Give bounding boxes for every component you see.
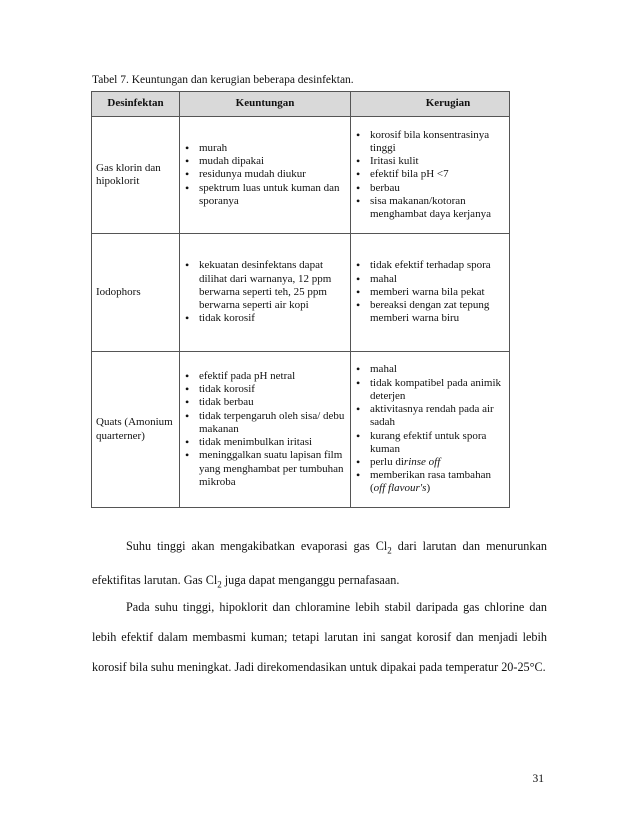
table-row — [92, 234, 510, 352]
list-item: • tidak efektif terhadap spora — [354, 259, 506, 272]
list-item: • Iritasi kulit — [354, 155, 506, 168]
paragraph: Pada suhu tinggi, hipoklorit dan chloramine lebih stabil daripada gas chlorine dan lebih efektif dalam membasmi kuman; tetapi larutan ini sangat korosif dan menjadi lebih korosif bila suhu meningkat. Jadi direkomendasikan untuk dipakai pada temperatur 20-25°C. — [92, 600, 547, 674]
list-item: • kurang efektif untuk spora kuman — [354, 430, 506, 456]
row-name: Quats (Amonium quarterner) — [92, 352, 180, 508]
advantages-cell — [180, 234, 351, 352]
list-item: • tidak korosif — [183, 312, 347, 325]
list-item: • tidak terpengaruh oleh sisa/ debu makanan — [183, 410, 347, 436]
list-item: • tidak kompatibel pada animik deterjen — [354, 377, 506, 403]
list-item: • residunya mudah diukur — [183, 168, 347, 181]
disadvantages-cell — [351, 352, 510, 508]
header-kerugian: Kerugian — [351, 92, 510, 117]
disinfectant-table — [91, 91, 510, 508]
list-item: • efektif pada pH netral — [183, 370, 347, 383]
row-name: Gas klorin dan hipoklorit — [92, 117, 180, 234]
table-caption: Tabel 7. Keuntungan dan kerugian beberapa desinfektan. — [92, 74, 354, 86]
list-item: • berbau — [354, 182, 506, 195]
advantages-cell — [180, 117, 351, 234]
disadvantages-cell — [351, 234, 510, 352]
list-item: • mahal — [354, 363, 506, 376]
list-item: • efektif bila pH <7 — [354, 168, 506, 181]
page-number: 31 — [532, 773, 544, 785]
list-item: • perlu dirinse off — [354, 456, 506, 469]
header-keuntungan: Keuntungan — [180, 92, 351, 117]
list-item: • meninggalkan suatu lapisan film yang menghambat per tumbuhan mikroba — [183, 449, 347, 489]
table-row — [92, 117, 510, 234]
list-item: • aktivitasnya rendah pada air sadah — [354, 403, 506, 429]
list-item: • kekuatan desinfektans dapat dilihat dari warnanya, 12 ppm berwarna seperti teh, 25 ppm berwarna seperti air kopi — [183, 259, 347, 312]
list-item: • mudah dipakai — [183, 155, 347, 168]
table-header-row — [92, 92, 510, 117]
list-item: • sisa makanan/kotoran menghambat daya kerjanya — [354, 195, 506, 221]
row-name: Iodophors — [92, 234, 180, 352]
header-desinfektan: Desinfektan — [92, 92, 180, 117]
list-item: • tidak berbau — [183, 396, 347, 409]
disadvantages-cell — [351, 117, 510, 234]
list-item: • mahal — [354, 273, 506, 286]
list-item: • murah — [183, 142, 347, 155]
list-item: • bereaksi dengan zat tepung memberi warna biru — [354, 299, 506, 325]
table-row — [92, 352, 510, 508]
list-item: • memberikan rasa tambahan (off flavour's) — [354, 469, 506, 495]
list-item: • korosif bila konsentrasinya tinggi — [354, 129, 506, 155]
list-item: • memberi warna bila pekat — [354, 286, 506, 299]
advantages-cell — [180, 352, 351, 508]
paragraph: Suhu tinggi akan mengakibatkan evaporasi gas $Cl_2$ dari larutan dan menurunkan efektifitas larutan. Gas $Cl_2$ juga dapat menganggu pernafasaan. — [92, 539, 547, 590]
list-item: • tidak menimbulkan iritasi — [183, 436, 347, 449]
list-item: • tidak korosif — [183, 383, 347, 396]
list-item: • spektrum luas untuk kuman dan sporanya — [183, 182, 347, 208]
